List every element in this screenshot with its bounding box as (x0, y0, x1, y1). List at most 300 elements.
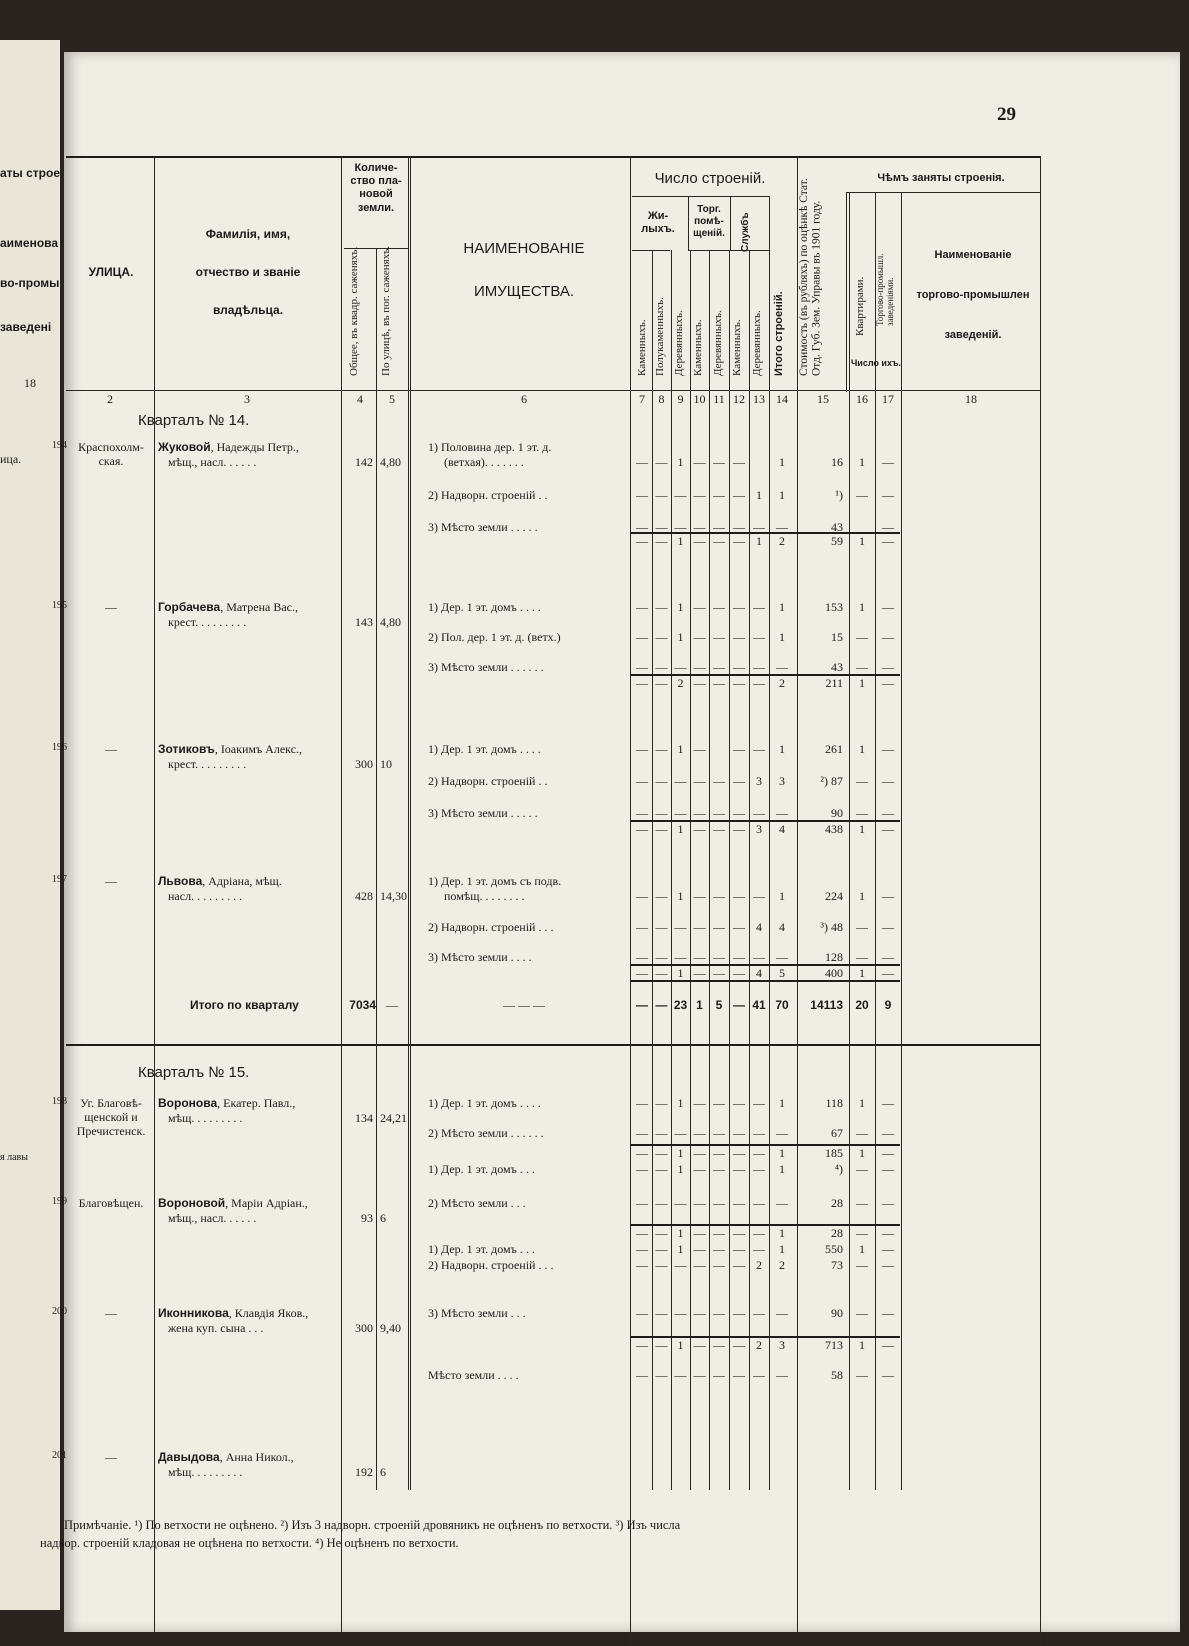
row-owner (158, 600, 298, 615)
row-land-total: 300 (355, 757, 373, 771)
trade-count: — (882, 520, 894, 534)
row-street: — (105, 874, 117, 888)
cost-value: 58 (831, 1368, 843, 1382)
building-count: — (753, 1242, 765, 1256)
building-count: — (636, 889, 648, 903)
row-land-front: 4,80 (380, 455, 401, 469)
column-number: 8 (658, 392, 665, 406)
building-count: — (693, 1242, 706, 1256)
row-number: 195 (52, 600, 67, 611)
apartments-count: — (856, 1306, 868, 1320)
trade-count: — (882, 1368, 894, 1382)
row-street: — (105, 742, 117, 756)
cost-value: 90 (831, 806, 843, 820)
building-count: — (655, 520, 668, 534)
header-stone-3: Каменныхъ. (731, 319, 743, 376)
building-count: — (776, 1196, 788, 1210)
trade-count: — (882, 488, 894, 502)
property-item: 2) Надворн. строеній . . . (428, 920, 554, 934)
building-count: 1 (779, 742, 785, 756)
building-count: — (636, 488, 648, 502)
property-item: 1) Дер. 1 эт. домъ . . . (428, 1242, 535, 1256)
building-count: 1 (779, 600, 785, 614)
row-owner-status: мѣщ. . . . . . . . . (168, 1111, 243, 1125)
total-building-count: — (733, 998, 745, 1012)
total-building-count: 23 (673, 998, 688, 1012)
trade-count: — (882, 966, 894, 980)
building-count: — (655, 1196, 668, 1210)
row-owner-status: мѣщ. . . . . . . . . (168, 1465, 243, 1479)
header-stone-1: Каменныхъ. (636, 319, 648, 376)
building-count: — (753, 1146, 765, 1160)
building-count: — (713, 520, 725, 534)
row-owner-status: мѣщ., насл. . . . . . (168, 1211, 257, 1225)
building-count: — (674, 660, 687, 674)
cost-value: 224 (825, 889, 843, 903)
building-count: — (713, 1196, 725, 1210)
building-count: — (693, 1226, 706, 1240)
table-rule (341, 156, 342, 1646)
trade-count: — (882, 1196, 894, 1210)
row-owner-status: крест. . . . . . . . . (168, 757, 247, 771)
table-rule (769, 196, 770, 1490)
building-count: — (693, 742, 706, 756)
row-owner-status: жена куп. сына . . . (168, 1321, 264, 1335)
row-owner (158, 1096, 295, 1111)
building-count: 5 (779, 966, 785, 980)
building-count: — (636, 1338, 648, 1352)
building-count: — (693, 455, 706, 469)
apartments-count: 1 (859, 889, 865, 903)
building-count: — (655, 920, 668, 934)
building-count: — (674, 1306, 687, 1320)
building-count: — (713, 1226, 725, 1240)
left-fragment: ица. (0, 452, 22, 466)
building-count: — (655, 1096, 668, 1110)
property-item: 1) Дер. 1 эт. домъ . . . . (428, 742, 541, 756)
building-count: 1 (677, 1146, 684, 1160)
building-count: — (733, 600, 745, 614)
row-number: 194 (52, 440, 67, 451)
building-count: 2 (779, 1258, 785, 1272)
row-owner-status: насл. . . . . . . . . (168, 889, 243, 903)
building-count: — (753, 520, 765, 534)
header-owner-line3: владѣльца. (212, 303, 284, 317)
building-count: — (713, 774, 725, 788)
row-number: 201 (52, 1450, 67, 1461)
building-count: 1 (779, 488, 785, 502)
owner-name: , Іоакимъ Алекс., (214, 742, 303, 756)
row-owner (158, 742, 302, 757)
building-count: 1 (779, 889, 785, 903)
cost-value: ⁴) (834, 1162, 843, 1176)
table-rule (709, 250, 710, 1490)
building-count: — (636, 1126, 648, 1140)
row-land-front: 4,80 (380, 615, 401, 629)
apartments-count: — (856, 660, 868, 674)
column-number: 6 (521, 392, 527, 406)
cost-value: 28 (831, 1196, 843, 1210)
building-count: — (733, 1258, 745, 1272)
apartments-count: 1 (859, 1146, 865, 1160)
header-cost: Стоимость (въ рубляхъ) по оцѣнкѣ Стат. Отд. Губ. Зем. Управы въ 1901 году. (798, 178, 823, 376)
trade-count: — (882, 600, 894, 614)
trade-count: — (882, 822, 894, 836)
building-count: 1 (677, 822, 684, 836)
apartments-count: 1 (859, 1338, 865, 1352)
apartments-count: — (856, 920, 868, 934)
property-item-cont: помѣщ. . . . . . . . (444, 889, 525, 903)
building-count: 1 (677, 966, 684, 980)
table-rule (729, 250, 730, 1490)
header-wooden-2: Деревянныхъ. (712, 310, 724, 376)
building-count: — (713, 1258, 725, 1272)
total-building-count: 1 (696, 998, 703, 1012)
trade-count: — (882, 1338, 894, 1352)
building-count: — (655, 1226, 668, 1240)
building-count: — (655, 1146, 668, 1160)
table-rule (690, 250, 691, 1490)
property-item: 3) Мѣсто земли . . . . (428, 950, 532, 964)
building-count: 2 (779, 676, 785, 690)
building-count: — (655, 534, 668, 548)
property-item: 3) Мѣсто земли . . . . . . (428, 660, 544, 674)
building-count: — (693, 950, 706, 964)
cost-value: 16 (831, 455, 843, 469)
building-count: — (733, 1196, 745, 1210)
building-count: — (733, 1242, 745, 1256)
owner-surname: Жуковой (158, 440, 211, 454)
owner-name: , Клавдія Яков., (228, 1306, 309, 1320)
trade-count: — (882, 1242, 894, 1256)
trade-count: — (882, 889, 894, 903)
building-count: — (693, 1146, 706, 1160)
building-count: — (753, 1126, 765, 1140)
building-count: — (733, 1306, 745, 1320)
column-number: 18 (965, 392, 977, 406)
building-count: — (693, 488, 706, 502)
column-number: 14 (776, 392, 788, 406)
owner-surname: Давыдова (158, 1450, 220, 1464)
cost-value: 43 (831, 520, 843, 534)
header-street: УЛИЦА. (88, 265, 134, 279)
building-count: — (655, 889, 668, 903)
building-count: — (674, 774, 687, 788)
building-count: 1 (677, 534, 684, 548)
header-land-qty: Количе-ство пла-новой земли. (350, 162, 402, 214)
trade-count: — (882, 950, 894, 964)
building-count: — (733, 1338, 745, 1352)
building-count: 1 (677, 742, 684, 756)
property-item-cont: (ветхая). . . . . . . (444, 455, 524, 469)
cost-value: 67 (831, 1126, 843, 1140)
building-count: — (636, 1096, 648, 1110)
quarter-14-heading: Кварталъ № 14. (138, 412, 250, 429)
total-land: 7034 (349, 998, 376, 1012)
building-count: — (776, 1306, 788, 1320)
property-item: 2) Надворн. строеній . . (428, 488, 548, 502)
cost-value: 128 (825, 950, 843, 964)
cost-value: ³) 48 (820, 920, 843, 934)
building-count: — (655, 806, 668, 820)
building-count: — (655, 774, 668, 788)
total-building-count: 5 (715, 998, 723, 1012)
row-land-front: 10 (380, 757, 392, 771)
trade-count: — (882, 1126, 894, 1140)
cost-value: 73 (831, 1258, 843, 1272)
building-count: — (753, 1096, 765, 1110)
building-count: — (713, 1126, 725, 1140)
building-count: — (655, 1162, 668, 1176)
row-land-total: 143 (355, 615, 373, 629)
row-land-total: 192 (355, 1465, 373, 1479)
building-count: — (655, 1242, 668, 1256)
apartments-count: 1 (859, 742, 865, 756)
building-count: — (693, 1126, 706, 1140)
left-fragment: 18 (24, 376, 36, 390)
building-count: — (693, 1196, 706, 1210)
header-property-line1: НАИМЕНОВАНІЕ (463, 240, 585, 257)
building-count: 1 (677, 889, 684, 903)
building-count: — (713, 1338, 725, 1352)
owner-name: , Екатер. Павл., (217, 1096, 296, 1110)
building-count: — (776, 950, 788, 964)
total-building-count: 41 (752, 998, 766, 1012)
row-number: 199 (52, 1196, 67, 1207)
building-count: — (655, 1126, 668, 1140)
owner-surname: Воронова (158, 1096, 218, 1110)
cost-value: ²) 87 (820, 774, 843, 788)
building-count: — (753, 1306, 765, 1320)
row-owner (158, 874, 282, 889)
column-number: 11 (713, 392, 725, 406)
column-number: 5 (389, 392, 395, 406)
building-count: — (655, 1338, 668, 1352)
building-count: — (733, 806, 745, 820)
row-street: Пречистенск. (76, 1124, 146, 1138)
trade-count: — (882, 1146, 894, 1160)
apartments-count: — (856, 630, 868, 644)
building-count: — (733, 676, 745, 690)
cost-value: 400 (825, 966, 843, 980)
row-street: — (105, 1306, 117, 1320)
building-count: — (693, 1096, 706, 1110)
building-count: 3 (756, 774, 762, 788)
building-count: — (693, 1368, 706, 1382)
building-count: 4 (779, 822, 785, 836)
building-count: 2 (779, 534, 785, 548)
building-count: 3 (756, 822, 762, 836)
header-trade-name-line2: торгово-промышлен (916, 289, 1030, 301)
apartments-count: — (856, 950, 868, 964)
row-owner (158, 1196, 308, 1211)
cost-value: 550 (825, 1242, 843, 1256)
left-fragment: я лавы (0, 1152, 28, 1163)
building-count: — (713, 534, 725, 548)
building-count: — (636, 742, 648, 756)
trade-count: — (882, 1226, 894, 1240)
building-count: — (636, 1226, 648, 1240)
property-item: 2) Мѣсто земли . . . (428, 1196, 526, 1210)
building-count: — (776, 520, 788, 534)
building-count: — (655, 600, 668, 614)
header-wooden-1: Деревянныхъ. (673, 310, 685, 376)
building-count: — (693, 774, 706, 788)
cost-value: 118 (825, 1096, 843, 1110)
table-rule (652, 250, 653, 1490)
apartments-count: — (856, 806, 868, 820)
building-count: — (733, 1226, 745, 1240)
column-number: 7 (639, 392, 645, 406)
cost-value: 28 (831, 1226, 843, 1240)
header-semistone: Полукаменныхъ. (654, 297, 666, 376)
apartments-count: 1 (859, 822, 865, 836)
building-count: — (636, 455, 648, 469)
building-count: — (733, 630, 745, 644)
building-count: — (655, 676, 668, 690)
table-rule (875, 192, 876, 1490)
header-property-line2: ИМУЩЕСТВА. (473, 283, 575, 300)
row-number: 197 (52, 874, 67, 885)
table-rule (66, 1044, 1040, 1046)
building-count: 1 (756, 488, 762, 502)
trade-count: — (882, 920, 894, 934)
total-cost: 14113 (810, 998, 843, 1012)
building-count: — (733, 488, 745, 502)
row-land-total: 93 (361, 1211, 373, 1225)
apartments-count: — (856, 774, 868, 788)
building-count: — (636, 600, 648, 614)
trade-count: — (882, 455, 894, 469)
column-number: 10 (693, 392, 706, 406)
left-fragment: аименова (0, 236, 59, 250)
total-front: — (386, 998, 398, 1012)
property-item: 3) Мѣсто земли . . . . . (428, 806, 538, 820)
row-owner (158, 440, 299, 455)
building-count: — (693, 889, 706, 903)
building-count: — (636, 1368, 648, 1382)
row-street: — (105, 600, 117, 614)
building-count: 1 (677, 600, 684, 614)
property-item: 2) Мѣсто земли . . . . . . (428, 1126, 544, 1140)
building-count: — (753, 630, 765, 644)
building-count: — (636, 920, 648, 934)
table-rule (632, 196, 770, 197)
left-fragment: аты строе (0, 166, 60, 180)
building-count: — (733, 1162, 745, 1176)
cost-value: 90 (831, 1306, 843, 1320)
building-count: 1 (779, 455, 785, 469)
page-number: 29 (997, 104, 1016, 125)
building-count: — (693, 534, 706, 548)
cost-value: 438 (825, 822, 843, 836)
building-count: — (713, 488, 725, 502)
trade-count: — (882, 660, 894, 674)
header-stone-2: Каменныхъ. (692, 319, 704, 376)
property-item: 3) Мѣсто земли . . . . . (428, 520, 538, 534)
property-item: 2) Пол. дер. 1 эт. д. (ветх.) (428, 630, 561, 644)
row-land-front: 6 (380, 1465, 386, 1479)
row-owner-status: мѣщ., насл. . . . . . (168, 455, 257, 469)
building-count: — (693, 660, 706, 674)
row-street: — (105, 1450, 117, 1464)
building-count: — (693, 822, 706, 836)
apartments-count: — (856, 1196, 868, 1210)
building-count: 4 (779, 920, 785, 934)
apartments-count: — (856, 1368, 868, 1382)
building-count: 1 (677, 1242, 684, 1256)
building-count: 4 (756, 966, 762, 980)
header-land-street: По улицѣ, въ пог. саженяхъ. (380, 245, 392, 376)
property-item: Мѣсто земли . . . . (428, 1368, 519, 1382)
left-fragment: во-промы (0, 276, 60, 290)
header-occupied: Чѣмъ заняты строенія. (877, 172, 1005, 184)
apartments-count: — (856, 1258, 868, 1272)
row-street: щенской и (84, 1110, 138, 1124)
trade-count: — (882, 1162, 894, 1176)
building-count: — (753, 806, 765, 820)
building-count: — (674, 920, 687, 934)
building-count: 1 (779, 1242, 785, 1256)
row-owner (158, 1306, 308, 1321)
apartments-count: — (856, 488, 868, 502)
property-item: 1) Дер. 1 эт. домъ . . . . (428, 600, 541, 614)
building-count: — (776, 806, 788, 820)
building-count: — (733, 1096, 745, 1110)
building-count: — (713, 889, 725, 903)
building-count: 1 (779, 1162, 785, 1176)
property-item: 1) Дер. 1 эт. домъ . . . (428, 1162, 535, 1176)
building-count: — (713, 676, 725, 690)
building-count: — (655, 1258, 668, 1272)
table-rule (730, 196, 731, 250)
cost-value: 211 (825, 676, 843, 690)
building-count: — (733, 1146, 745, 1160)
table-rule (408, 156, 411, 1490)
apartments-count: 1 (859, 600, 865, 614)
total-building-count: 70 (775, 998, 789, 1012)
building-count: — (674, 806, 687, 820)
building-count: — (674, 488, 687, 502)
building-count: — (753, 889, 765, 903)
building-count: — (693, 966, 706, 980)
header-apartments: Квартирами. (854, 276, 866, 336)
building-count: — (636, 806, 648, 820)
building-count: — (733, 520, 745, 534)
row-number: 196 (52, 742, 67, 753)
footnote-line2: надвор. строеній кладовая не оцѣнена по ветхости. ⁴) Не оцѣненъ по ветхости. (40, 1536, 459, 1550)
row-number: 198 (52, 1096, 67, 1107)
owner-name: , Матрена Вас., (220, 600, 298, 614)
building-count: — (693, 1258, 706, 1272)
building-count: — (655, 1368, 668, 1382)
table-rule (630, 156, 631, 1646)
building-count: — (693, 630, 706, 644)
trade-count: — (882, 630, 894, 644)
column-number: 2 (107, 392, 113, 406)
building-count: — (733, 742, 745, 756)
cost-value: 261 (825, 742, 843, 756)
left-fragment: заведені (0, 320, 52, 334)
building-count: — (674, 1258, 687, 1272)
row-land-total: 142 (355, 455, 373, 469)
owner-name: , Маріи Адріан., (225, 1196, 308, 1210)
building-count: — (693, 806, 706, 820)
property-item: 3) Мѣсто земли . . . (428, 1306, 526, 1320)
apartments-count: — (856, 1162, 868, 1176)
building-count: — (674, 1126, 687, 1140)
header-trade: Торг. помѣ-щеній. (693, 204, 725, 239)
